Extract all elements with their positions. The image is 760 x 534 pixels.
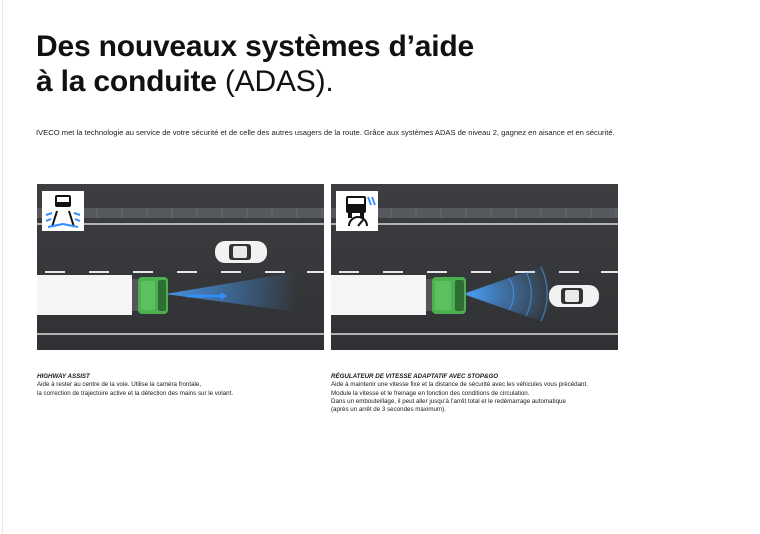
truck-cab: [138, 277, 168, 314]
truck-trailer: [37, 275, 132, 315]
adaptive-cruise-caption: [331, 373, 631, 414]
highway-assist-illustration: [37, 184, 324, 350]
highway-assist-caption: [37, 373, 322, 398]
truck-trailer: [331, 275, 426, 315]
lane-keeping-icon: [42, 191, 84, 231]
title-line-1: Des nouveaux systèmes d’aide: [36, 30, 474, 63]
highway-assist-desc-2: la correction de trajectoire active et la détection des mains sur le volant.: [37, 389, 234, 397]
adaptive-cruise-desc-1: Aide à maintenir une vitesse fixe et la distance de sécurité avec les véhicules vous précédant.: [331, 381, 588, 389]
adaptive-cruise-desc-3: Dans un embouteillage, il peut aller jusqu’à l’arrêt total et le redémarrage automatique: [331, 397, 566, 405]
highway-assist-title: HIGHWAY ASSIST: [37, 373, 90, 380]
adaptive-cruise-icon: [336, 191, 378, 231]
adaptive-cruise-desc-4: (après un arrêt de 3 secondes maximum).: [331, 406, 446, 414]
title-line-2-light: (ADAS).: [216, 65, 334, 98]
car-ahead: [215, 241, 267, 263]
truck-cab: [432, 277, 466, 314]
title-line-2-bold: à la conduite: [36, 65, 217, 98]
page-margin-rule: [2, 0, 3, 534]
intro-paragraph: IVECO met la technologie au service de votre sécurité et de celle des autres usagers de la route. Grâce aux systèmes ADAS de niveau 2, gagnez en aisance et en sécurité.: [36, 128, 615, 137]
page-title: [36, 29, 474, 99]
adaptive-cruise-title: RÉGULATEUR DE VITESSE ADAPTATIF AVEC STOP&GO: [331, 373, 499, 380]
highway-assist-desc-1: Aide à rester au centre de la voie. Utilise la caméra frontale,: [37, 381, 202, 389]
adaptive-cruise-illustration: [331, 184, 618, 350]
car-ahead: [549, 285, 599, 307]
adaptive-cruise-desc-2: Module la vitesse et le freinage en fonction des conditions de circulation.: [331, 389, 530, 397]
